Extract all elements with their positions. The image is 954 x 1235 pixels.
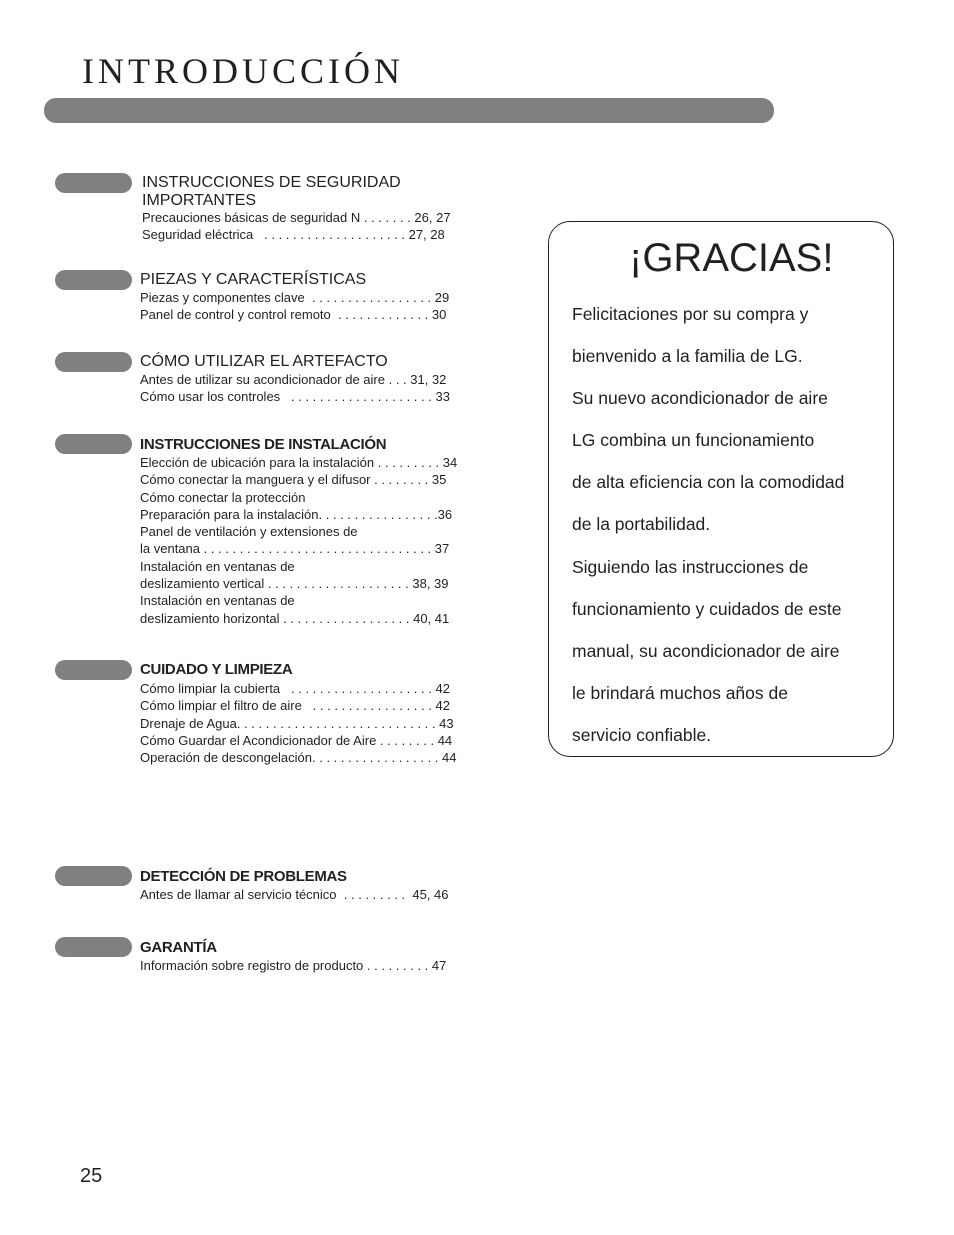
- section-pill: [55, 434, 132, 454]
- toc-entry[interactable]: Piezas y componentes clave . . . . . . . . . . . . . . . . . 29: [140, 290, 450, 305]
- section-title: CÓMO UTILIZAR EL ARTEFACTO: [140, 353, 388, 370]
- thanks-box: [548, 221, 894, 757]
- toc-entry[interactable]: deslizamiento vertical . . . . . . . . . . . . . . . . . . . . 38, 39: [140, 576, 449, 592]
- thanks-line: de la portabilidad.: [572, 514, 711, 535]
- thanks-line: funcionamiento y cuidados de este: [572, 598, 842, 619]
- section-entries: [140, 886, 500, 903]
- thanks-line: Siguiendo las instrucciones de: [572, 556, 809, 577]
- section-title: INSTRUCCIONES DE INSTALACIÓN: [140, 436, 387, 453]
- section-entries: [140, 957, 500, 974]
- title-bar: [44, 98, 774, 123]
- section-title: GARANTÍA: [140, 939, 217, 956]
- toc-entry[interactable]: Panel de ventilación y extensiones de: [140, 524, 358, 540]
- thanks-line: bienvenido a la familia de LG.: [572, 346, 803, 367]
- section-title: CUIDADO Y LIMPIEZA: [140, 661, 293, 678]
- section-entries: [142, 209, 502, 244]
- toc-entry[interactable]: Panel de control y control remoto . . . . . . . . . . . . . 30: [140, 307, 447, 323]
- section-title: DETECCIÓN DE PROBLEMAS: [140, 868, 347, 885]
- section-pill: [55, 352, 132, 372]
- thanks-line: Felicitaciones por su compra y: [572, 304, 809, 324]
- toc-entry[interactable]: Cómo limpiar la cubierta . . . . . . . . . . . . . . . . . . . . 42: [140, 681, 450, 696]
- section-entries: [140, 289, 500, 324]
- toc-entry[interactable]: deslizamiento horizontal . . . . . . . . . . . . . . . . . . 40, 41: [140, 610, 450, 626]
- toc-entry[interactable]: Precauciones básicas de seguridad N . . . . . . . 26, 27: [142, 210, 451, 225]
- thanks-line: servicio confiable.: [572, 724, 712, 745]
- thanks-text: [572, 293, 844, 756]
- section-pill: [55, 866, 132, 886]
- page-number: 25: [80, 1165, 103, 1187]
- thanks-line: le brindará muchos años de: [572, 682, 788, 703]
- section-pill: [55, 173, 132, 193]
- toc-entry[interactable]: Información sobre registro de producto . . . . . . . . . 47: [140, 958, 447, 973]
- section-pill: [55, 937, 132, 957]
- toc-entry[interactable]: Instalación en ventanas de: [140, 593, 295, 609]
- toc-entry[interactable]: Drenaje de Agua. . . . . . . . . . . . . . . . . . . . . . . . . . . . 43: [140, 715, 454, 731]
- thanks-title: ¡GRACIAS!: [629, 236, 834, 280]
- toc-entry[interactable]: Cómo Guardar el Acondicionador de Aire . . . . . . . . 44: [140, 732, 453, 748]
- toc-entry[interactable]: Preparación para la instalación. . . . . . . . . . . . . . . . .36: [140, 506, 453, 522]
- section-title: PIEZAS Y CARACTERÍSTICAS: [140, 271, 367, 288]
- thanks-line: Su nuevo acondicionador de aire: [572, 388, 828, 409]
- toc-entry[interactable]: Antes de utilizar su acondicionador de aire . . . 31, 32: [140, 372, 447, 387]
- section-title: INSTRUCCIONES DE SEGURIDAD IMPORTANTES: [142, 174, 401, 209]
- toc-entry[interactable]: Antes de llamar al servicio técnico . . . . . . . . . 45, 46: [140, 887, 449, 902]
- toc-entry[interactable]: Cómo conectar la manguera y el difusor . . . . . . . . 35: [140, 472, 447, 488]
- toc-entry[interactable]: Operación de descongelación. . . . . . . . . . . . . . . . . . 44: [140, 750, 457, 766]
- toc-entry[interactable]: Cómo limpiar el filtro de aire . . . . . . . . . . . . . . . . . 42: [140, 698, 450, 714]
- toc-entry[interactable]: Cómo conectar la protección: [140, 489, 306, 505]
- toc-entry[interactable]: Instalación en ventanas de: [140, 558, 295, 574]
- thanks-line: LG combina un funcionamiento: [572, 430, 815, 451]
- section-pill: [55, 660, 132, 680]
- thanks-line: manual, su acondicionador de aire: [572, 640, 840, 661]
- toc-entry[interactable]: Cómo usar los controles . . . . . . . . . . . . . . . . . . . . 33: [140, 389, 450, 405]
- page-title: INTRODUCCIÓN: [82, 51, 404, 91]
- toc-entry[interactable]: Seguridad eléctrica . . . . . . . . . . . . . . . . . . . . 27, 28: [142, 227, 445, 243]
- toc-entry[interactable]: la ventana . . . . . . . . . . . . . . . . . . . . . . . . . . . . . . . . 37: [140, 541, 450, 557]
- section-entries: [140, 680, 500, 766]
- thanks-line: de alta eficiencia con la comodidad: [572, 472, 845, 493]
- section-entries: [140, 371, 500, 406]
- toc-entry[interactable]: Elección de ubicación para la instalación . . . . . . . . . 34: [140, 455, 458, 470]
- section-entries: [140, 454, 500, 627]
- section-pill: [55, 270, 132, 290]
